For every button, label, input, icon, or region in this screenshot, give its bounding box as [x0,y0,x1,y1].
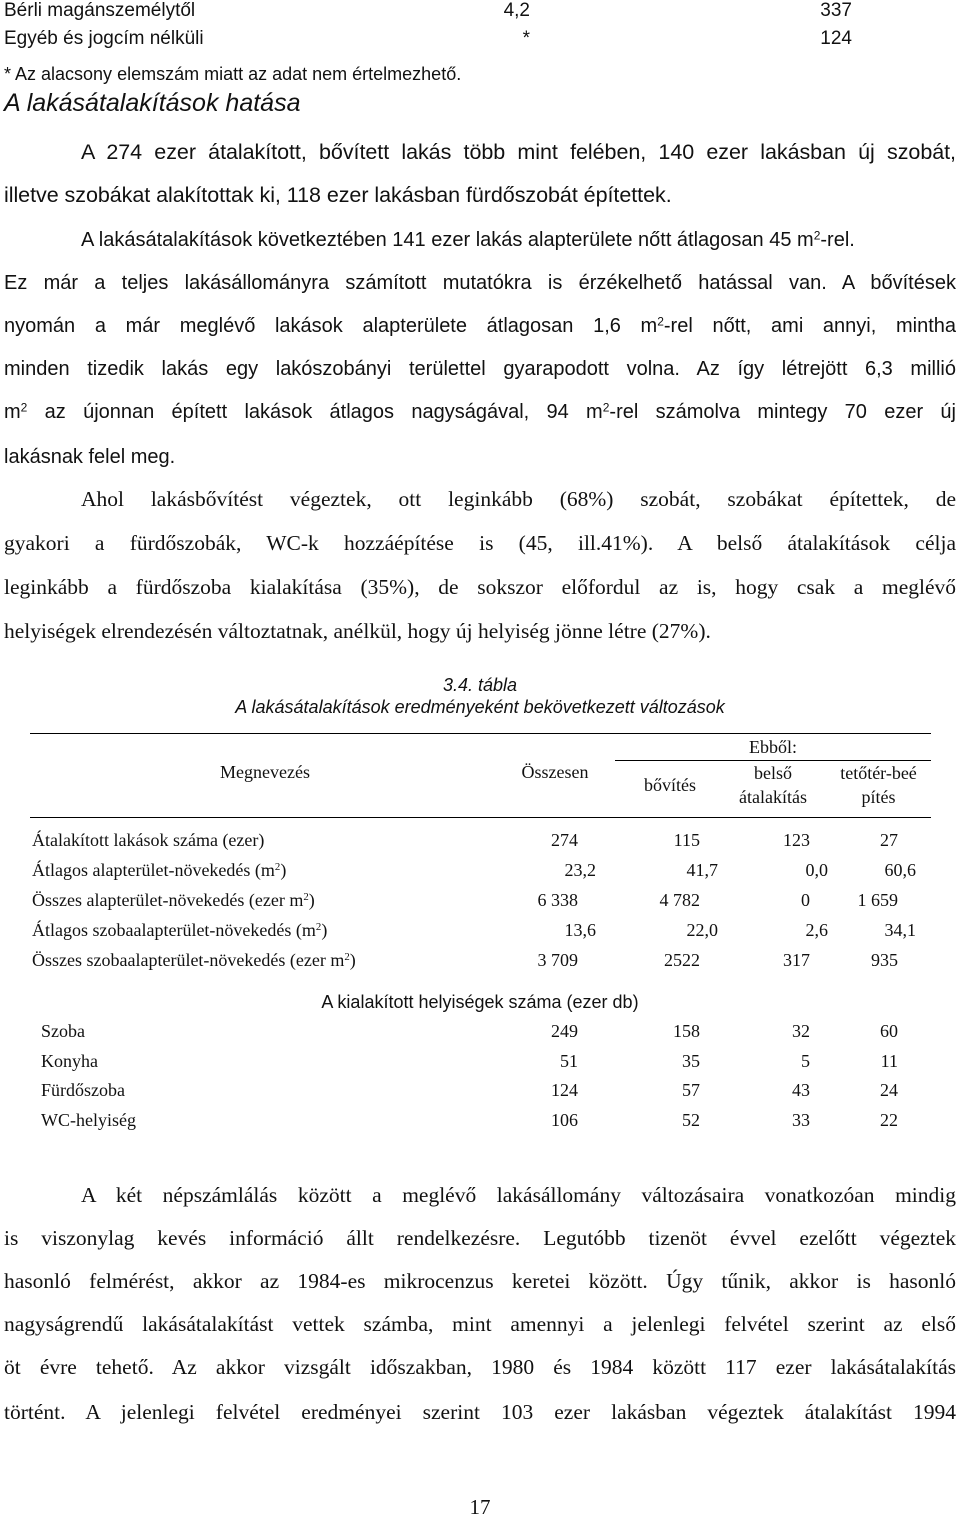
table-cell: 60,6 [884,860,916,880]
top-row-value2-1: 124 [820,28,852,49]
para2-line: nyomán a már meglévő lakások alapterülete átlagosan 1,6 $m^2$-rel nőtt, ami annyi, mintha [4,314,956,337]
room-cell: 60 [880,1021,898,1041]
room-cell: 32 [792,1021,810,1041]
room-cell: 24 [880,1080,898,1100]
table-cell: 0 [801,890,810,910]
table-row-label: Átalakított lakások száma (ezer) [32,830,265,850]
table-cell: 23,2 [564,860,596,880]
room-cell: 106 [551,1109,578,1130]
table-cell: 0,0 [805,860,828,880]
room-cell: 22 [880,1109,898,1130]
table-row-label: Átlagos alapterület-növekedés $(m^2)$ [32,860,287,880]
para2-line: lakásnak felel meg. [4,446,176,468]
table-row-label: Átlagos szobaalapterület-növekedés $(m^2)$ [32,920,328,940]
room-row-label: Konyha [41,1050,98,1071]
table-cell: 274 [551,830,578,850]
room-cell: 158 [673,1021,700,1041]
table-row-label: Összes alapterület-növekedés (ezer $m^2$) [32,890,315,910]
para4-line: nagyságrendű lakásátalakítást vettek számba, mint amennyi a jelenlegi felvétel szerint az első [4,1312,956,1336]
room-row-label: Fürdőszoba [41,1080,125,1100]
table-cell: 2522 [664,950,700,970]
para2-line: A lakásátalakítások következtében 141 ezer lakás alapterülete nőtt átlagosan 45 $m^2$-rel. [81,228,855,251]
para3-line: helyiségek elrendezésén változtatnak, anélkül, hogy új helyiség jönne létre (27%). [4,619,711,643]
room-cell: 124 [551,1080,578,1100]
room-cell: 51 [560,1050,578,1071]
header-group-rule [615,760,931,761]
para4-line: öt évre tehető. Az akkor vizsgált időszakban, 1980 és 1984 között 117 ezer lakásátalakítás [4,1355,956,1379]
page-number: 17 [469,1495,491,1519]
room-cell: 5 [801,1050,810,1071]
header-name: Megnevezés [220,762,310,782]
room-cell: 11 [880,1050,898,1071]
para4-line: hasonló felmérést, akkor az 1984-es mikrocenzus keretei között. Úgy tűnik, akkor is hasonló [4,1269,956,1293]
room-cell: 35 [682,1050,700,1071]
table-cell: 41,7 [686,860,718,880]
table-cell: 6 338 [537,890,578,910]
room-cell: 57 [682,1080,700,1100]
table-row-label: Összes szobaalapterület-növekedés (ezer $m^2$) [32,950,356,970]
table-cell: 2,6 [805,920,828,940]
header-col-tetoter: tetőtér-beé [840,763,917,783]
para1-line: illetve szobákat alakítottak ki, 118 ezer lakásban fürdőszobát építettek. [4,183,672,207]
table-cell: 13,6 [564,920,596,940]
room-cell: 43 [792,1080,810,1100]
para3-line: Ahol lakásbővítést végeztek, ott leginkább (68%) szobát, szobákat építettek, de [81,487,956,511]
para3-line: gyakori a fürdőszobák, WC-k hozzáépítése is (45, ill.41%). A belső átalakítások célja [4,531,956,555]
top-row-label-0: Bérli magánszemélytől [4,0,196,21]
header-col-belso: belső [754,763,792,783]
table-cell: 1 659 [857,890,898,910]
table-top-rule [30,733,931,734]
header-group: Ebből: [749,737,797,757]
room-cell: 52 [682,1109,700,1130]
header-total: Összesen [521,762,589,782]
para4-line: is viszonylag kevés információ állt rendelkezésre. Legutóbb tizenöt évvel ezelőtt végeztek [4,1226,956,1250]
top-row-value1-1: * [522,28,530,49]
para3-line: leginkább a fürdőszoba kialakítása (35%), de sokszor előfordul az is, hogy csak a meglévő [4,575,956,599]
table-cell: 3 709 [537,950,578,970]
para2-line: $m^2$ az újonnan épített lakások átlagos nagyságával, 94 $m^2$-rel számolva mintegy 70 ezer új [4,400,956,423]
para2-line: minden tizedik lakás egy lakószobányi területtel gyarapodott volna. Az így létrejött 6,3 millió [4,358,956,380]
room-cell: 249 [551,1021,578,1041]
table-cell: 22,0 [686,920,718,940]
top-row-value1-0: 4,2 [503,0,530,21]
room-row-label: Szoba [41,1021,85,1041]
room-row-label: WC-helyiség [41,1109,136,1130]
para1-line: A 274 ezer átalakított, bővített lakás több mint felében, 140 ezer lakásban új szobát, [81,140,956,164]
para4-line: történt. A jelenlegi felvétel eredményei szerint 103 ezer lakásban végeztek átalakítást 1994 [4,1400,956,1424]
table-title: A lakásátalakítások eredményeként bekövetkezett változások [235,697,725,717]
table-header-rule [30,817,931,818]
header-col-bovites: bővítés [644,775,696,795]
room-cell: 33 [792,1109,810,1130]
footnote: * Az alacsony elemszám miatt az adat nem értelmezhető. [4,64,462,84]
table-number: 3.4. tábla [442,675,518,695]
table-cell: 27 [880,830,898,850]
para4-line: A két népszámlálás között a meglévő lakásállomány változásaira vonatkozóan mindig [81,1183,956,1207]
para2-line: Ez már a teljes lakásállományra számított mutatókra is érzékelhető hatással van. A bővítések [4,272,956,294]
header-col-belso-2: átalakítás [739,787,807,807]
top-row-label-1: Egyéb és jogcím nélküli [4,28,204,49]
table-cell: 935 [871,950,898,970]
table-subheading: A kialakított helyiségek száma (ezer db) [321,992,639,1012]
table-cell: 34,1 [884,920,916,940]
top-row-value2-0: 337 [820,0,852,21]
table-cell: 317 [783,950,810,970]
table-cell: 123 [783,830,810,850]
table-cell: 115 [673,830,700,850]
section-title: A lakásátalakítások hatása [4,89,301,117]
header-col-tetoter-2: pítés [861,787,896,807]
table-cell: 4 782 [659,890,700,910]
